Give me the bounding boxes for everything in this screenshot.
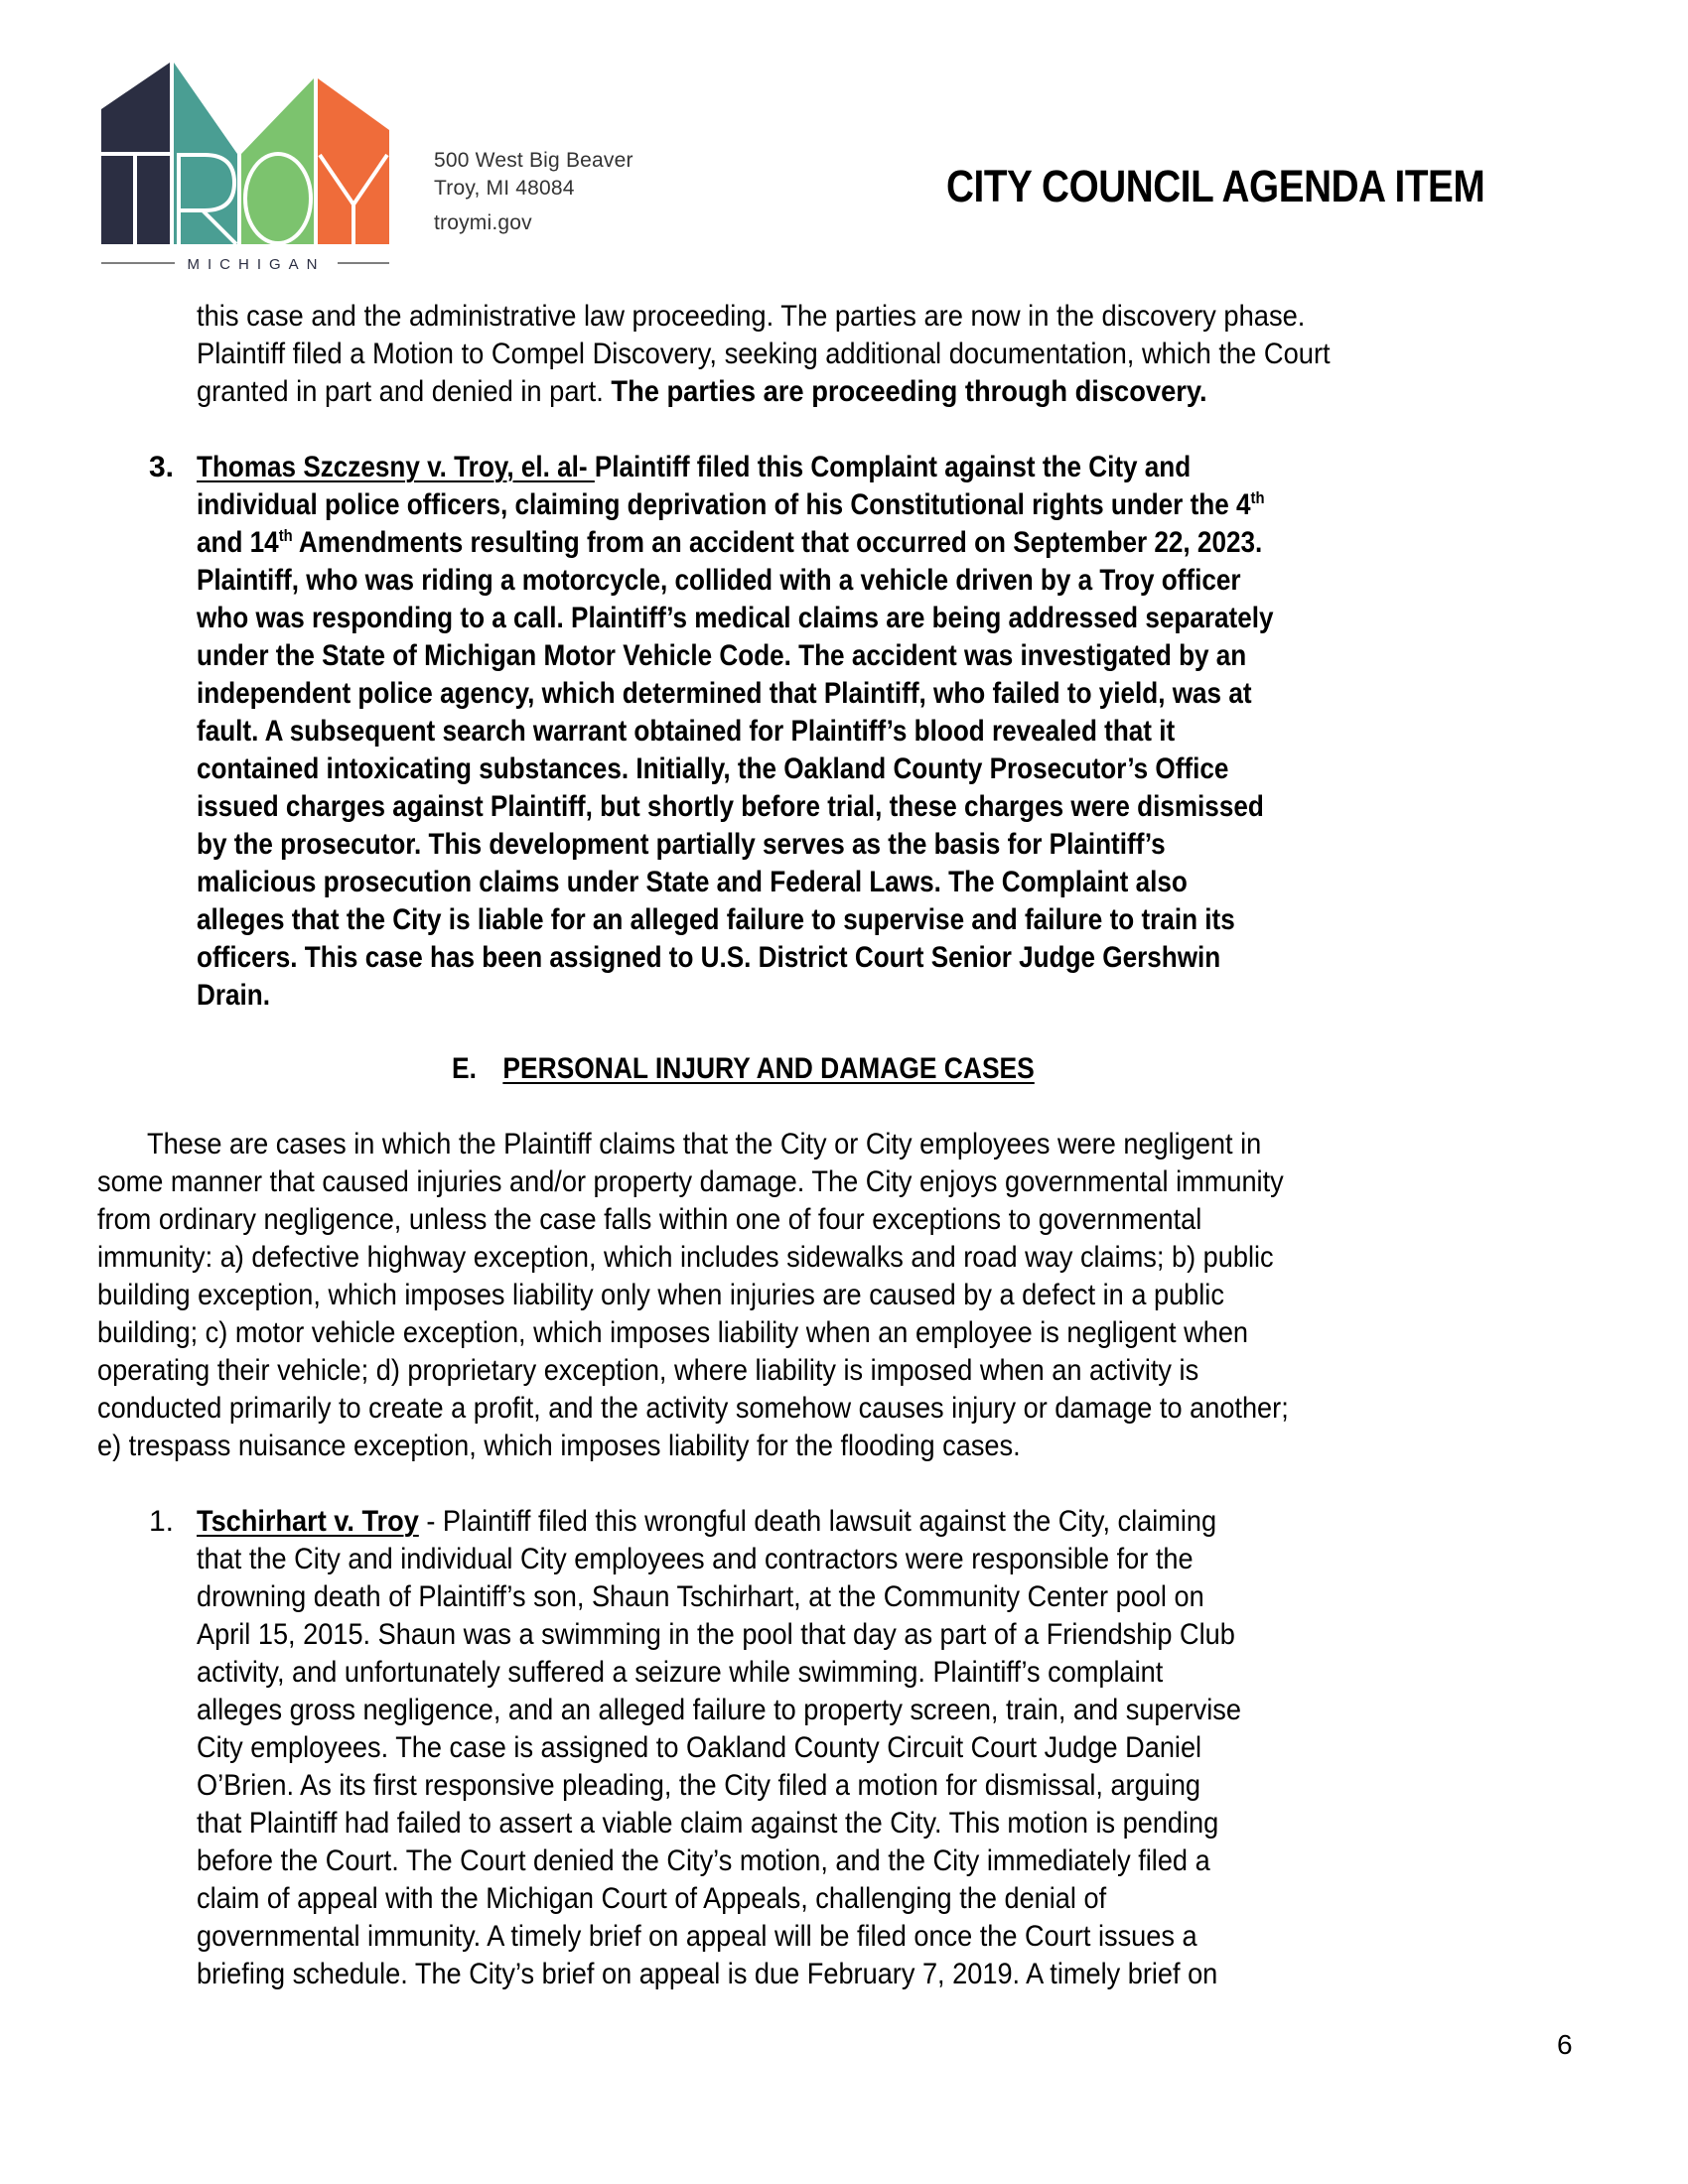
item-3-line-10: issued charges against Plaintiff, but shortly before trial, these charges were dismissed [197, 790, 1264, 823]
item-1-line-7: City employees. The case is assigned to Oakland County Circuit Court Judge Daniel [197, 1731, 1202, 1764]
item-1-line-2: that the City and individual City employees and contractors were responsible for the [197, 1543, 1194, 1575]
item-1-line-12: governmental immunity. A timely brief on appeal will be filed once the Court issues a [197, 1920, 1197, 1953]
intro-line-5: building exception, which imposes liability only when injuries are caused by a defect in a public [97, 1279, 1224, 1311]
intro-line-8: conducted primarily to create a profit, and the activity somehow causes injury or damage to another; [97, 1392, 1289, 1425]
intro-line-9: e) trespass nuisance exception, which imposes liability for the flooding cases. [97, 1430, 1021, 1462]
address-line-2: Troy, MI 48084 [434, 177, 575, 200]
section-e-heading [452, 1050, 1035, 1088]
item-1-line-6: alleges gross negligence, and an alleged failure to property screen, train, and supervise [197, 1694, 1241, 1726]
troy-logo [97, 58, 411, 270]
item-1-line-8: O’Brien. As its first responsive pleading, the City filed a motion for dismissal, arguing [197, 1769, 1201, 1802]
page-number: 6 [1557, 2029, 1573, 2060]
item-1-line-5: activity, and unfortunately suffered a seizure while swimming. Plaintiff’s complaint [197, 1656, 1164, 1689]
item-3-line-13: alleges that the City is liable for an alleged failure to supervise and failure to train its [197, 903, 1235, 936]
intro-line-2: some manner that caused injuries and/or property damage. The City enjoys governmental immunity [97, 1165, 1284, 1198]
continuation-line-1: this case and the administrative law proceeding. The parties are now in the discovery phase. [197, 300, 1306, 333]
intro-line-7: operating their vehicle; d) proprietary exception, where liability is imposed when an activity is [97, 1354, 1199, 1387]
item-3-line-12: malicious prosecution claims under State and Federal Laws. The Complaint also [197, 866, 1188, 898]
item-3-line-15: Drain. [197, 979, 270, 1012]
item-3-line-3: and 14th Amendments resulting from an accident that occurred on September 22, 2023. [197, 526, 1263, 559]
item-1-line-1: Tschirhart v. Troy - Plaintiff filed this wrongful death lawsuit against the City, claiming [197, 1505, 1217, 1538]
item-1-line-13: briefing schedule. The City’s brief on appeal is due February 7, 2019. A timely brief on [197, 1958, 1218, 1990]
continuation-bold-tail: The parties are proceeding through discovery. [611, 375, 1207, 408]
section-e-title: PERSONAL INJURY AND DAMAGE CASES [502, 1052, 1035, 1085]
item-3-line-4: Plaintiff, who was riding a motorcycle, collided with a vehicle driven by a Troy officer [197, 564, 1241, 597]
case-name-szczesny: Thomas Szczesny v. Troy, el. al- [197, 451, 595, 483]
item-3-line-9: contained intoxicating substances. Initially, the Oakland County Prosecutor’s Office [197, 752, 1229, 785]
item-3-line-8: fault. A subsequent search warrant obtained for Plaintiff’s blood revealed that it [197, 715, 1176, 748]
item-1-line-9: that Plaintiff had failed to assert a viable claim against the City. This motion is pending [197, 1807, 1219, 1840]
svg-text:MICHIGAN: MICHIGAN [187, 256, 326, 270]
item-3-line-1: Thomas Szczesny v. Troy, el. al- Plaintiff filed this Complaint against the City and [197, 451, 1192, 483]
website-link[interactable]: troymi.gov [434, 211, 532, 234]
item-1-line-4: April 15, 2015. Shaun was a swimming in the pool that day as part of a Friendship Club [197, 1618, 1235, 1651]
intro-line-3: from ordinary negligence, unless the case falls within one of four exceptions to governmental [97, 1203, 1202, 1236]
section-e-letter: E. [452, 1052, 477, 1085]
item-1-line-3: drowning death of Plaintiff’s son, Shaun Tschirhart, at the Community Center pool on [197, 1580, 1204, 1613]
item-1-number: 1. [149, 1505, 175, 1538]
item-3-number: 3. [149, 451, 175, 483]
item-1-line-11: claim of appeal with the Michigan Court of Appeals, challenging the denial of [197, 1882, 1107, 1915]
item-3-line-2: individual police officers, claiming deprivation of his Constitutional rights under the 4th [197, 488, 1265, 521]
continuation-line-2: Plaintiff filed a Motion to Compel Discovery, seeking additional documentation, which the Court [197, 338, 1331, 370]
item-3-line-7: independent police agency, which determined that Plaintiff, who failed to yield, was at [197, 677, 1252, 710]
continuation-line-3: granted in part and denied in part. The parties are proceeding through discovery. [197, 375, 1207, 408]
intro-line-4: immunity: a) defective highway exception, which includes sidewalks and road way claims; b) public [97, 1241, 1274, 1274]
case-name-tschirhart: Tschirhart v. Troy [197, 1505, 419, 1538]
item-3-line-5: who was responding to a call. Plaintiff’s medical claims are being addressed separately [197, 602, 1274, 634]
item-3-line-11: by the prosecutor. This development partially serves as the basis for Plaintiff’s [197, 828, 1166, 861]
troy-logo-icon [97, 58, 411, 270]
address-line-1: 500 West Big Beaver [434, 149, 633, 172]
page-title: CITY COUNCIL AGENDA ITEM [946, 161, 1485, 211]
intro-line-6: building; c) motor vehicle exception, which imposes liability when an employee is negligent when [97, 1316, 1249, 1349]
item-3-line-6: under the State of Michigan Motor Vehicle Code. The accident was investigated by an [197, 639, 1247, 672]
intro-line-1: These are cases in which the Plaintiff claims that the City or City employees were negligent in [147, 1128, 1262, 1160]
item-3-line-14: officers. This case has been assigned to U.S. District Court Senior Judge Gershwin [197, 941, 1221, 974]
item-1-line-10: before the Court. The Court denied the City’s motion, and the City immediately filed a [197, 1844, 1210, 1877]
